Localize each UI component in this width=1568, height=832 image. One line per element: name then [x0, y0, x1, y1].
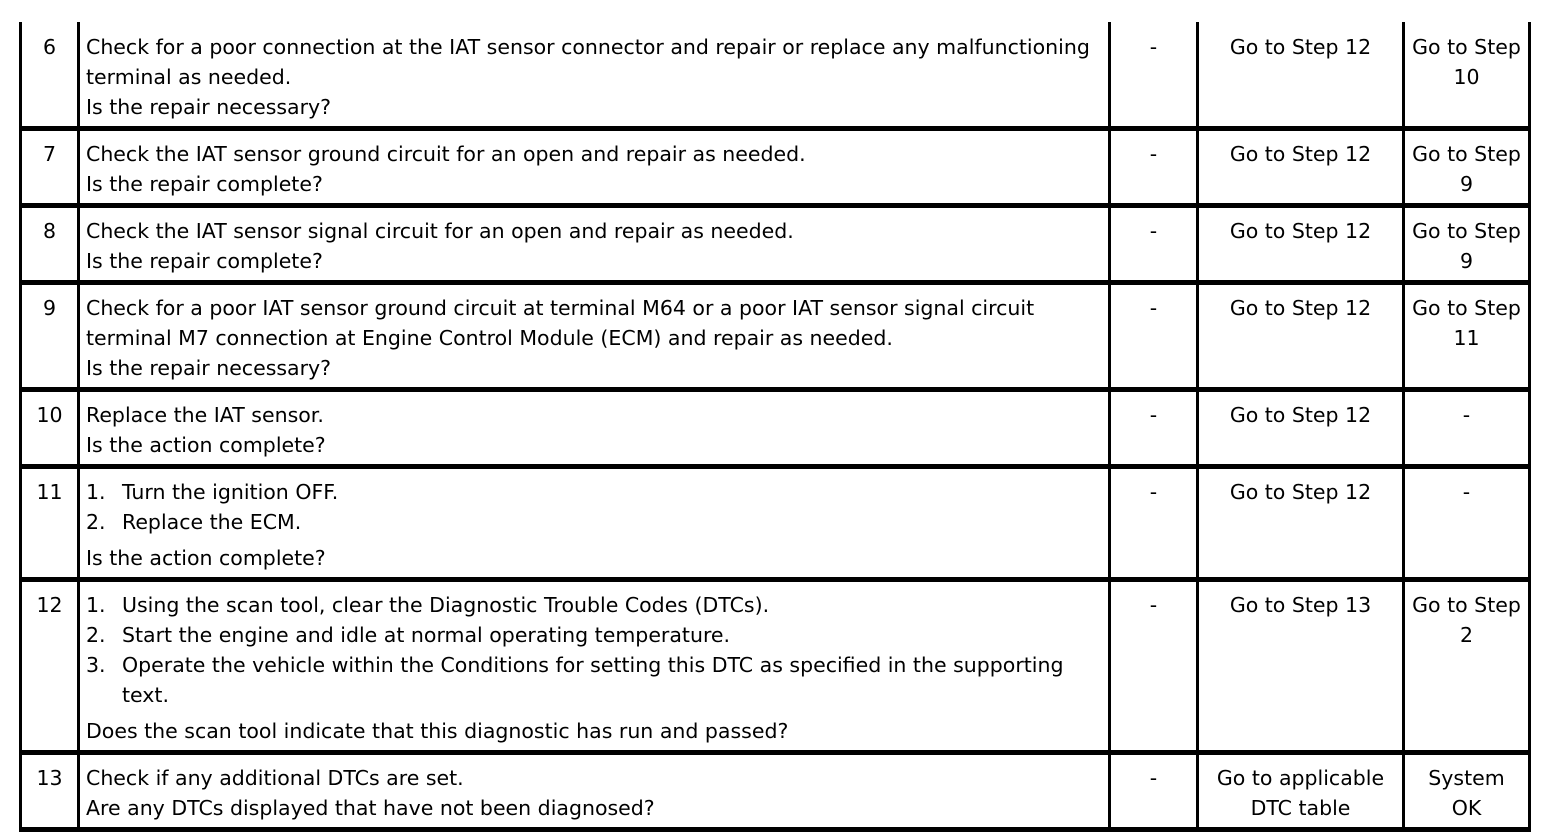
action-text: Check for a poor IAT sensor ground circuit at terminal M64 or a poor IAT sensor signal circuit terminal M7 connection at Engine Control Module (ECM) and repair as needed. [86, 296, 1041, 350]
no-result [1404, 390, 1530, 467]
table-row [21, 206, 1530, 283]
step-number: 7 [21, 129, 79, 206]
no-result-line: Go to Step [1412, 35, 1521, 59]
list-text: Operate the vehicle within the Conditions for setting this DTC as specified in the supporting text. [122, 653, 1064, 707]
step-value: - [1110, 467, 1198, 580]
action-question: Does the scan tool indicate that this diagnostic has run and passed? [86, 719, 789, 743]
step-action [79, 467, 1110, 580]
yes-result: Go to Step 12 [1198, 22, 1404, 129]
no-result [1404, 467, 1530, 580]
list-item [86, 507, 1102, 537]
table-row [21, 283, 1530, 390]
no-result [1404, 283, 1530, 390]
list-item [86, 477, 1102, 507]
action-question: Is the repair necessary? [86, 356, 332, 380]
action-question: Is the repair necessary? [86, 95, 332, 119]
action-list [86, 477, 1102, 537]
step-action [79, 753, 1110, 830]
no-result-line: 10 [1453, 65, 1480, 89]
step-number: 8 [21, 206, 79, 283]
step-number: 9 [21, 283, 79, 390]
no-result-line: 9 [1459, 172, 1474, 196]
no-result [1404, 580, 1530, 753]
no-result-line: 2 [1459, 623, 1474, 647]
step-action [79, 206, 1110, 283]
step-value: - [1110, 22, 1198, 129]
action-question: Is the repair complete? [86, 172, 323, 196]
action-text: Check the IAT sensor ground circuit for an open and repair as needed. [86, 142, 806, 166]
no-result-line: - [1462, 403, 1471, 427]
list-number: 1. [86, 480, 106, 504]
no-result [1404, 753, 1530, 830]
yes-result: Go to Step 12 [1198, 129, 1404, 206]
action-question: Is the action complete? [86, 433, 326, 457]
action-text: Check if any additional DTCs are set. [86, 766, 464, 790]
no-result-line: Go to Step [1412, 296, 1521, 320]
no-result-line: - [1462, 480, 1471, 504]
step-value: - [1110, 129, 1198, 206]
no-result-line: OK [1451, 796, 1482, 820]
no-result [1404, 22, 1530, 129]
step-number: 6 [21, 22, 79, 129]
diagnostic-table-body [21, 22, 1530, 830]
step-action [79, 390, 1110, 467]
table-row [21, 467, 1530, 580]
yes-result: Go to Step 12 [1198, 467, 1404, 580]
no-result-line: Go to Step [1412, 142, 1521, 166]
step-action [79, 283, 1110, 390]
list-item [86, 590, 1102, 620]
list-number: 2. [86, 510, 106, 534]
yes-result: Go to Step 12 [1198, 390, 1404, 467]
table-row [21, 22, 1530, 129]
list-text: Using the scan tool, clear the Diagnostic Trouble Codes (DTCs). [122, 593, 770, 617]
no-result-line: Go to Step [1412, 219, 1521, 243]
yes-result: Go to Step 12 [1198, 206, 1404, 283]
step-number: 10 [21, 390, 79, 467]
no-result [1404, 206, 1530, 283]
list-text: Start the engine and idle at normal operating temperature. [122, 623, 731, 647]
list-text: Replace the ECM. [122, 510, 302, 534]
step-number: 11 [21, 467, 79, 580]
list-item [86, 650, 1102, 710]
no-result-line: Go to Step [1412, 593, 1521, 617]
action-question: Is the repair complete? [86, 249, 323, 273]
step-value: - [1110, 206, 1198, 283]
diagnostic-table [19, 22, 1531, 832]
no-result-line: 11 [1453, 326, 1480, 350]
step-number: 13 [21, 753, 79, 830]
list-item [86, 620, 1102, 650]
step-action [79, 22, 1110, 129]
list-text: Turn the ignition OFF. [122, 480, 339, 504]
step-value: - [1110, 390, 1198, 467]
list-number: 3. [86, 653, 106, 677]
action-list [86, 590, 1102, 710]
yes-result: Go to applicable DTC table [1198, 753, 1404, 830]
action-text: Check for a poor connection at the IAT sensor connector and repair or replace any malfunctioning terminal as needed. [86, 35, 1097, 89]
action-question: Are any DTCs displayed that have not been diagnosed? [86, 796, 655, 820]
action-text: Check the IAT sensor signal circuit for an open and repair as needed. [86, 219, 794, 243]
action-text: Replace the IAT sensor. [86, 403, 324, 427]
table-row [21, 753, 1530, 830]
no-result-line: 9 [1459, 249, 1474, 273]
table-row [21, 580, 1530, 753]
step-value: - [1110, 753, 1198, 830]
yes-result: Go to Step 12 [1198, 283, 1404, 390]
step-number: 12 [21, 580, 79, 753]
step-action [79, 129, 1110, 206]
step-value: - [1110, 580, 1198, 753]
step-value: - [1110, 283, 1198, 390]
action-question: Is the action complete? [86, 546, 326, 570]
list-number: 1. [86, 593, 106, 617]
list-number: 2. [86, 623, 106, 647]
no-result [1404, 129, 1530, 206]
no-result-line: System [1428, 766, 1505, 790]
yes-result: Go to Step 13 [1198, 580, 1404, 753]
step-action [79, 580, 1110, 753]
table-row [21, 129, 1530, 206]
table-row [21, 390, 1530, 467]
